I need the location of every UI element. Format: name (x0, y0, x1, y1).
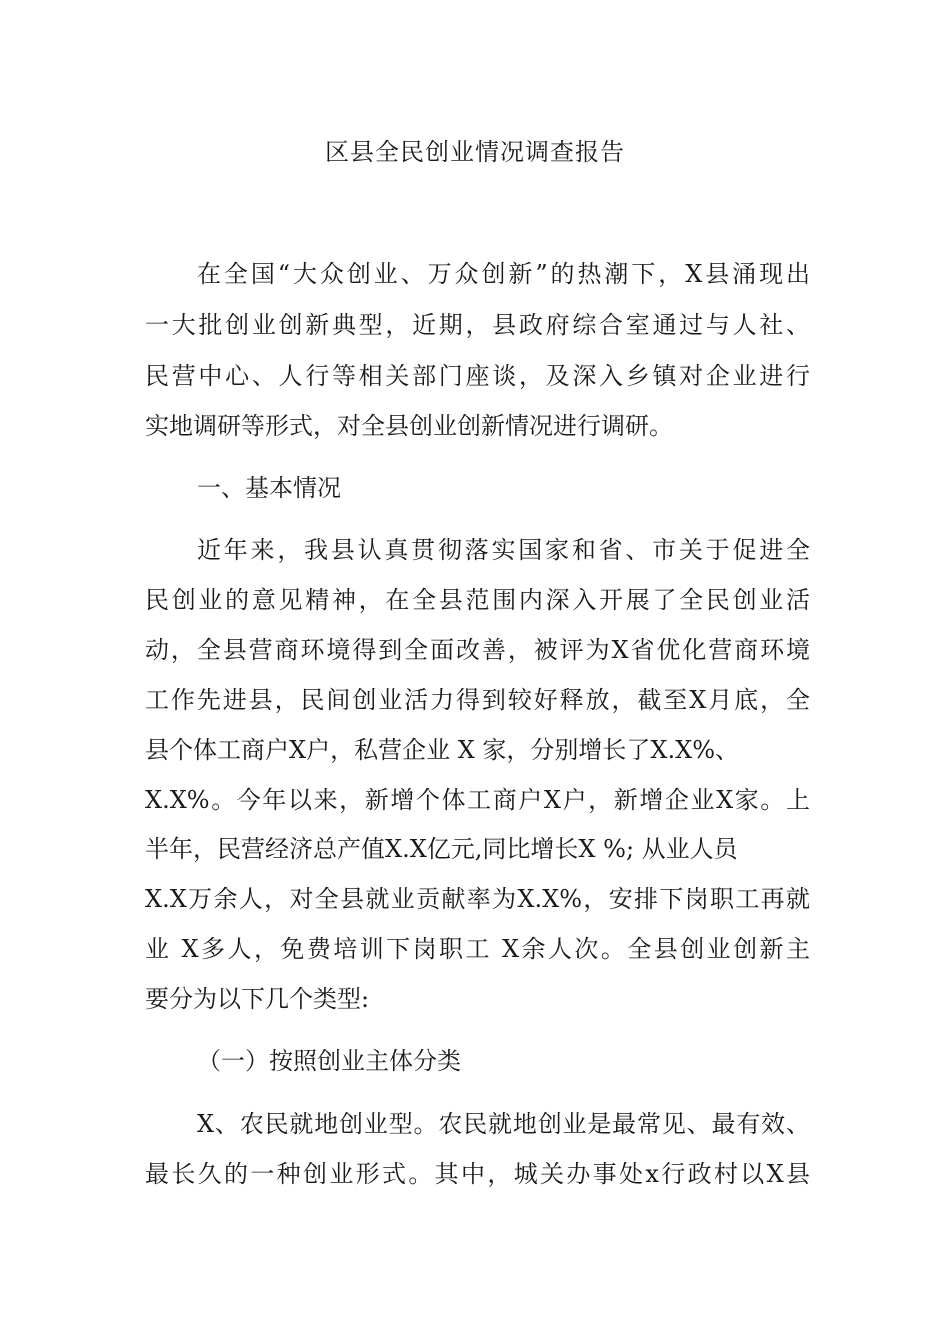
section1-line-2: 民创业的意见精神，在全县范围内深入开展了全民创业活 (145, 586, 810, 614)
document-title: 区县全民创业情况调查报告 (325, 138, 625, 166)
section1-line-8: X.X万余人，对全县就业贡献率为X.X%，安排下岗职工再就 (145, 885, 810, 913)
intro-line-4: 实地调研等形式，对全县创业创新情况进行调研。 (145, 412, 673, 440)
section1-line-1: 近年来，我县认真贯彻落实国家和省、市关于促进全 (197, 536, 810, 564)
intro-line-1: 在全国“大众创业、万众创新”的热潮下，X县涌现出 (197, 260, 810, 288)
section1-line-4: 工作先进县，民间创业活力得到较好释放，截至X月底，全 (145, 686, 810, 714)
intro-line-3: 民营中心、人行等相关部门座谈，及深入乡镇对企业进行 (145, 362, 810, 390)
section1-line-6: X.X%。今年以来，新增个体工商户X户，新增企业X家。上 (145, 786, 810, 814)
subsection1-line-2: 最长久的一种创业形式。其中，城关办事处x行政村以X县 (145, 1160, 810, 1188)
subsection-heading-by-subject: （一）按照创业主体分类 (197, 1047, 461, 1075)
section1-line-7: 半年，民营经济总产值X.X亿元,同比增长X %; 从业人员 (145, 835, 738, 863)
section1-line-5: 县个体工商户X户，私营企业 X 家，分别增长了X.X%、 (145, 736, 740, 764)
section1-line-10: 要分为以下几个类型: (145, 985, 370, 1013)
section1-line-3: 动，全县营商环境得到全面改善，被评为X省优化营商环境 (145, 636, 810, 664)
section1-line-9: 业 X多人，免费培训下岗职工 X余人次。全县创业创新主 (145, 935, 810, 963)
intro-line-2: 一大批创业创新典型，近期，县政府综合室通过与人社、 (145, 311, 810, 339)
section-heading-basic-situation: 一、基本情况 (197, 474, 341, 502)
subsection1-line-1: X、农民就地创业型。农民就地创业是最常见、最有效、 (197, 1110, 810, 1138)
